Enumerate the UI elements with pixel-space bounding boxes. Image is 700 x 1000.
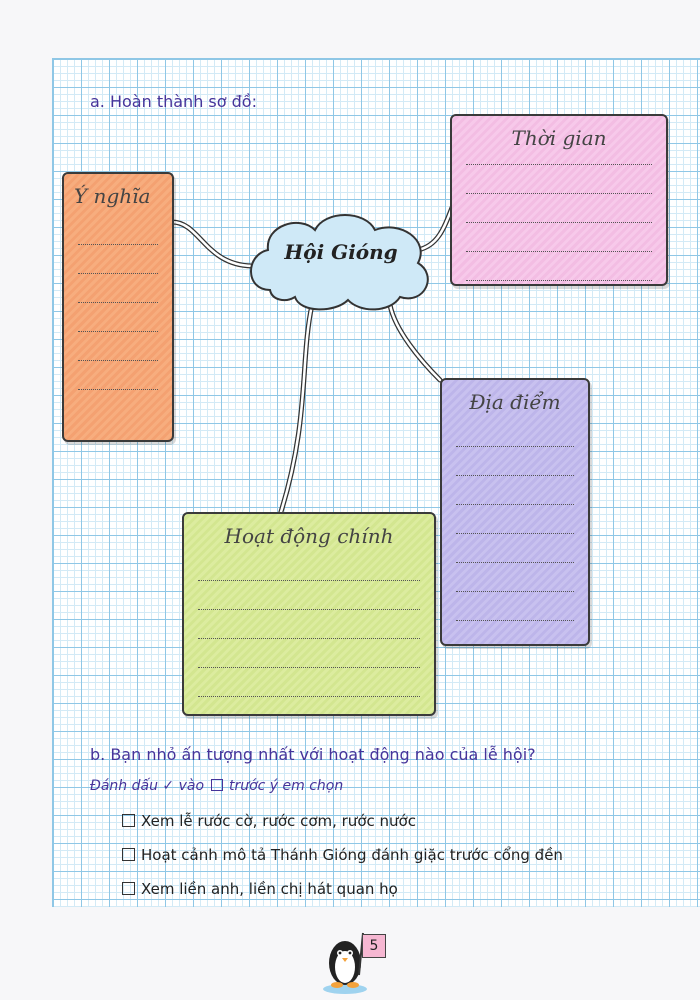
instruction-prefix: Đánh dấu (90, 778, 158, 794)
option-1-label: Xem lễ rước cờ, rước cơm, rước nước (141, 812, 416, 830)
page-number-flag: 5 (362, 934, 386, 958)
place-box (440, 378, 590, 646)
instruction-middle: vào (178, 778, 205, 794)
checkmark-icon: ✓ (162, 778, 175, 794)
option-3-label: Xem liền anh, liền chị hát quan họ (141, 880, 398, 898)
place-answer-lines[interactable] (456, 418, 574, 621)
option-1-checkbox[interactable] (122, 814, 135, 827)
time-answer-lines[interactable] (466, 136, 652, 281)
option-3-checkbox[interactable] (122, 882, 135, 895)
meaning-answer-lines[interactable] (78, 216, 158, 390)
option-2-label: Hoạt cảnh mô tả Thánh Gióng đánh giặc trước cổng đền (141, 846, 563, 864)
place-box-title: Địa điểm (469, 390, 561, 414)
meaning-box-title: Ý nghĩa (74, 184, 151, 208)
section-b-question: b. Bạn nhỏ ấn tượng nhất với hoạt động nào của lễ hội? (90, 745, 536, 764)
instruction-suffix: trước ý em chọn (228, 778, 344, 794)
option-2-checkbox[interactable] (122, 848, 135, 861)
main-activities-answer-lines[interactable] (198, 552, 420, 697)
time-box (450, 114, 668, 286)
checkbox-icon (211, 779, 223, 791)
option-2[interactable] (122, 846, 563, 864)
section-a-heading: a. Hoàn thành sơ đồ: (90, 92, 257, 111)
mindmap-center-label: Hội Gióng (284, 240, 398, 264)
main-activities-box-title: Hoạt động chính (224, 524, 394, 548)
meaning-box (62, 172, 174, 442)
option-1[interactable] (122, 812, 416, 830)
section-b-instruction (90, 778, 343, 794)
main-activities-box (182, 512, 436, 716)
time-box-title: Thời gian (511, 126, 607, 150)
option-3[interactable] (122, 880, 398, 898)
